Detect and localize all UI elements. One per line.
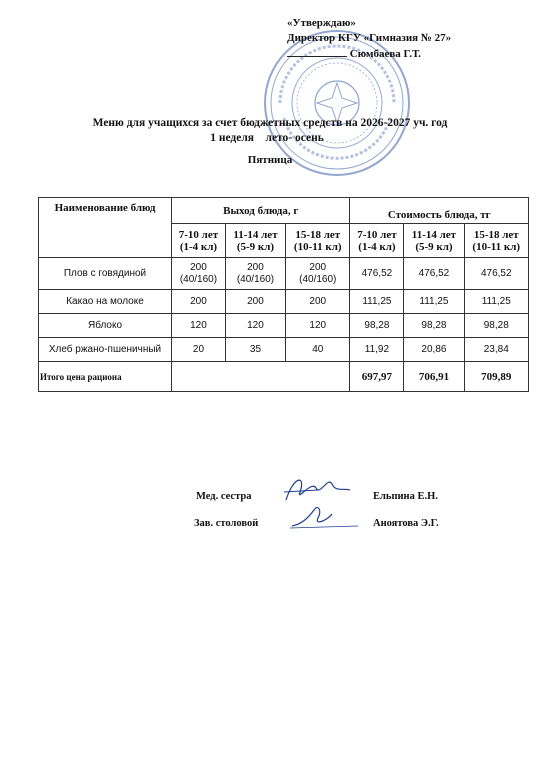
dish-name: Яблоко — [39, 314, 172, 338]
signature-line — [287, 46, 347, 57]
dish-name: Плов с говядиной — [39, 258, 172, 290]
total-empty-cell — [172, 362, 350, 392]
output-cell: 120 — [286, 314, 350, 338]
total-label: Итого цена рациона — [39, 362, 172, 392]
output-cell: 200 (40/160) — [172, 258, 226, 290]
output-cell: 200 (40/160) — [225, 258, 285, 290]
dish-name: Хлеб ржано-пшеничный — [39, 338, 172, 362]
dish-name: Какао на молоке — [39, 290, 172, 314]
nurse-name: Ельпина Е.Н. — [373, 491, 438, 502]
total-row — [39, 362, 529, 392]
table-row — [39, 338, 529, 362]
cost-cell: 476,52 — [404, 258, 464, 290]
cost-cell: 476,52 — [464, 258, 529, 290]
output-cell: 20 — [172, 338, 226, 362]
approval-signer-name: Сюмбаева Г.Т. — [349, 48, 422, 60]
menu-title: Меню для учащихся за счет бюджетных средств на 2026-2027 уч. год — [92, 117, 448, 129]
menu-table — [38, 197, 529, 392]
output-cell: 40 — [286, 338, 350, 362]
nurse-role: Мед. сестра — [196, 491, 252, 502]
output-cell: 120 — [172, 314, 226, 338]
cost-cell: 98,28 — [350, 314, 404, 338]
age-header: 11-14 лет (5-9 кл) — [225, 224, 285, 258]
dish-column-header: Наименование блюд — [39, 198, 172, 258]
cost-column-header: Стоимость блюда, тг — [350, 198, 529, 224]
approval-signer — [287, 46, 451, 62]
age-header: 15-18 лет (10-11 кл) — [464, 224, 529, 258]
table-row — [39, 314, 529, 338]
output-cell: 200 — [225, 290, 285, 314]
output-cell: 200 — [172, 290, 226, 314]
cost-cell: 111,25 — [350, 290, 404, 314]
cost-cell: 111,25 — [404, 290, 464, 314]
cost-cell: 98,28 — [404, 314, 464, 338]
output-column-header: Выход блюда, г — [172, 198, 350, 224]
cost-cell: 476,52 — [350, 258, 404, 290]
canteen-name: Аноятова Э.Г. — [373, 518, 439, 529]
output-cell: 200 — [286, 290, 350, 314]
output-cell: 120 — [225, 314, 285, 338]
output-cell: 200 (40/160) — [286, 258, 350, 290]
cost-cell: 111,25 — [464, 290, 529, 314]
cost-cell: 23,84 — [464, 338, 529, 362]
table-row — [39, 258, 529, 290]
approval-title: «Утверждаю» — [287, 17, 356, 29]
menu-week: 1 неделя лето- осень — [210, 132, 324, 144]
table-header-row — [39, 198, 529, 224]
cost-cell: 11,92 — [350, 338, 404, 362]
total-cost: 697,97 — [350, 362, 404, 392]
age-header: 11-14 лет (5-9 кл) — [404, 224, 464, 258]
age-header: 7-10 лет (1-4 кл) — [172, 224, 226, 258]
cost-cell: 20,86 — [404, 338, 464, 362]
output-cell: 35 — [225, 338, 285, 362]
menu-heading — [0, 116, 540, 146]
canteen-signature-icon — [288, 500, 360, 532]
menu-day: Пятница — [247, 154, 293, 166]
age-header: 15-18 лет (10-11 кл) — [286, 224, 350, 258]
table-row — [39, 290, 529, 314]
age-header: 7-10 лет (1-4 кл) — [350, 224, 404, 258]
total-cost: 709,89 — [464, 362, 529, 392]
approval-block — [287, 16, 451, 62]
total-cost: 706,91 — [404, 362, 464, 392]
cost-cell: 98,28 — [464, 314, 529, 338]
canteen-role: Зав. столовой — [194, 518, 259, 529]
approval-position: Директор КГУ «Гимназия № 27» — [287, 32, 452, 44]
